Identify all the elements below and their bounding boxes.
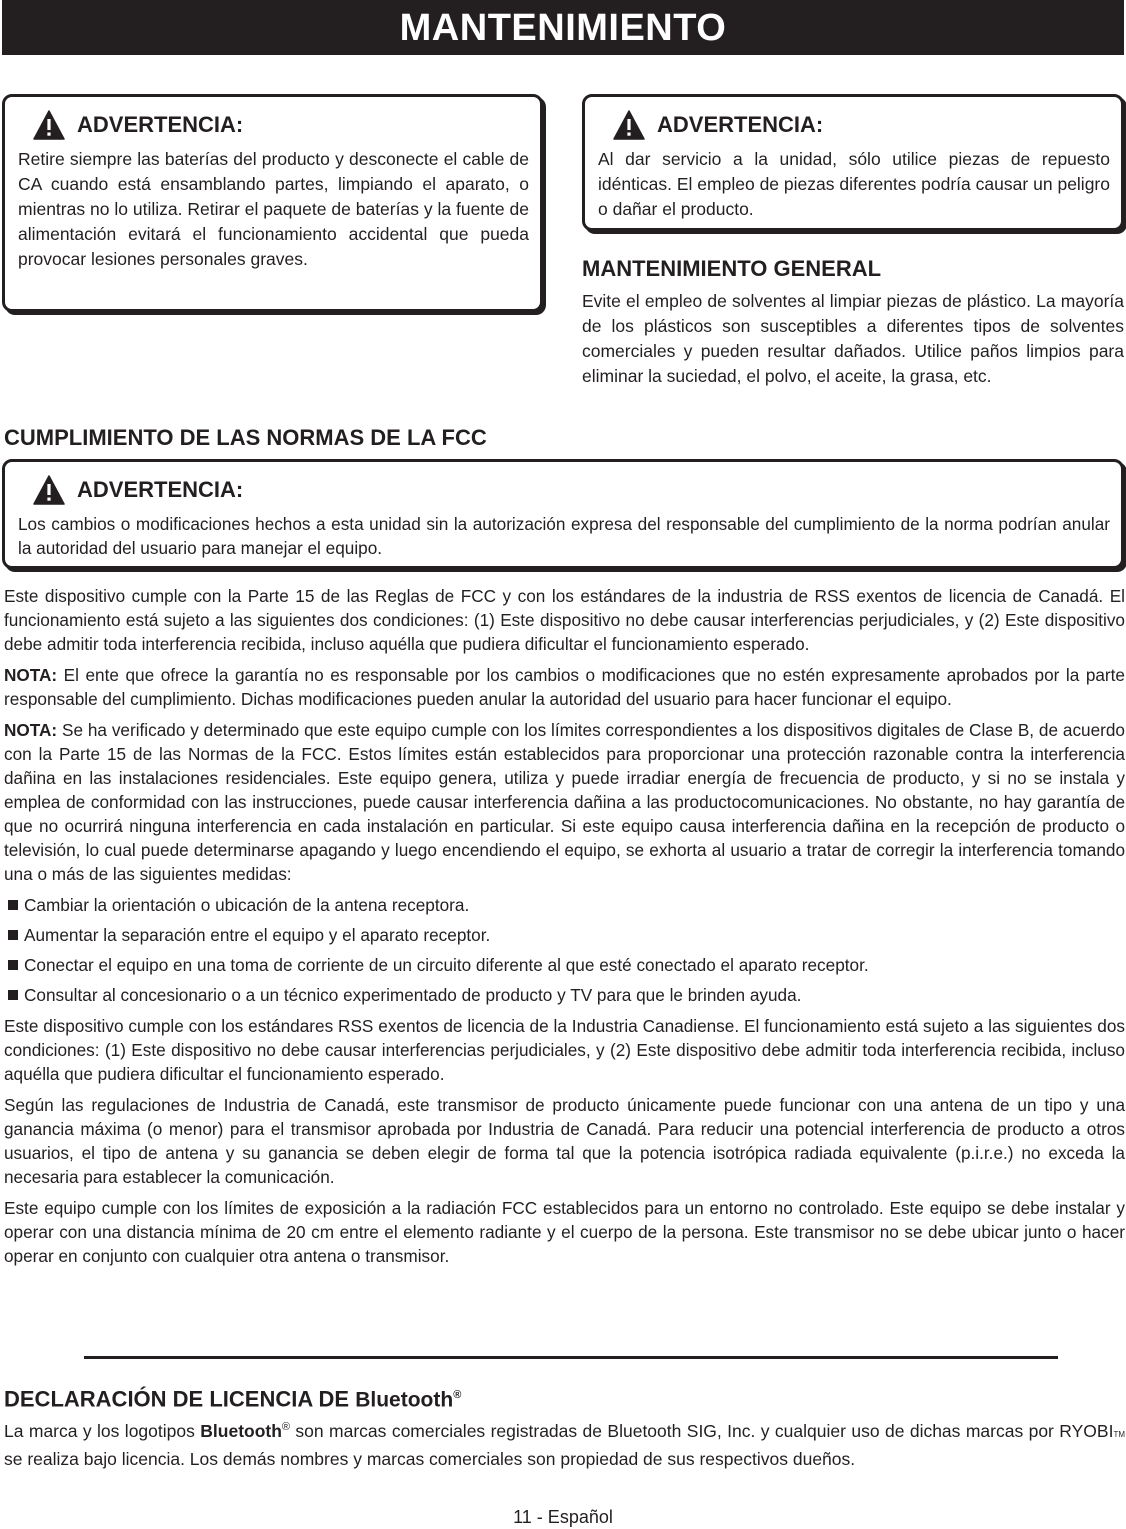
fcc-note: [4, 718, 1125, 886]
fcc-paragraph: Según las regulaciones de Industria de Canadá, este transmisor de producto únicamente puede funcionar con una antena de un tipo y una ganancia máxima (o menor) para el transmisor aprobada por Industria de Canadá. Para reducir una potencial interferencia de producto a otros usuarios, el tipo de antena y su ganancia se deben elegir de forma tal que la potencia isotrópica radiada equivalente (p.i.r.e.) no exceda la necesaria para establecer la comunicación.: [4, 1095, 1125, 1187]
page-title: MANTENIMIENTO: [399, 7, 727, 49]
square-bullet-icon: [8, 990, 18, 1000]
note-text: Se ha verificado y determinado que este equipo cumple con los límites correspondientes a los dispositivos digitales de Clase B, de acuerdo con la Parte 15 de las Normas de la FCC. Estos límites están establecidos para proporcionar una protección razonable contra la interferencia dañina en las instalaciones residenciales. Este equipo genera, utiliza y puede irradiar energía de frecuencia de producto, y si no se instala y emplea de conformidad con las instrucciones, puede causar interferencia dañina a las productocomunicaciones. No obstante, no hay garantía de que no ocurrirá ninguna interferencia en cada instalación en particular. Si este equipo causa interferencia dañina en la recepción de producto o televisión, lo cual puede determinarse apagando y luego encendiendo el equipo, se exhorta al usuario a tratar de corregir la interferencia tomando una o más de las siguientes medidas:: [4, 720, 1125, 884]
square-bullet-icon: [8, 960, 18, 970]
warning-text: Los cambios o modificaciones hechos a esta unidad sin la autorización expresa del responsable del cumplimiento de la norma podrían anular la autoridad del usuario para manejar el equipo.: [18, 514, 1110, 558]
list-item-text: Cambiar la orientación o ubicación de la antena receptora.: [24, 895, 470, 915]
section-divider: [84, 1356, 1058, 1359]
list-item-text: Conectar el equipo en una toma de corriente de un circuito diferente al que esté conectado el aparato receptor.: [24, 955, 869, 975]
fcc-body: [4, 584, 1125, 1275]
bluetooth-brand: Bluetooth: [355, 1388, 454, 1412]
registered-mark: ®: [453, 1389, 462, 1401]
text: se realiza bajo licencia. Los demás nombres y marcas comerciales son propiedad de sus respectivos dueños.: [4, 1448, 856, 1469]
square-bullet-icon: [8, 930, 18, 940]
list-item: [4, 953, 1125, 977]
interference-measures-list: [4, 893, 1125, 1007]
heading-text: DECLARACIÓN DE LICENCIA DE: [4, 1386, 356, 1412]
warning-triangle-icon: [33, 475, 65, 505]
list-item-text: Consultar al concesionario o a un técnico experimentado de producto y TV para que le brinden ayuda.: [24, 985, 802, 1005]
warning-box-battery: [2, 94, 543, 312]
bluetooth-brand: Bluetooth: [200, 1420, 282, 1441]
warning-title: ADVERTENCIA:: [77, 112, 244, 137]
warning-triangle-icon: [33, 110, 65, 140]
bluetooth-heading: [4, 1382, 461, 1413]
note-text: El ente que ofrece la garantía no es responsable por los cambios o modificaciones que no estén expresamente aprobados por la parte responsable del cumplimiento. Dichas modificaciones pueden anular la autoridad del usuario para hacer funcionar el equipo.: [4, 665, 1125, 709]
note-label: NOTA:: [4, 665, 58, 685]
general-maintenance-heading: MANTENIMIENTO GENERAL: [582, 256, 882, 281]
square-bullet-icon: [8, 900, 18, 910]
bluetooth-text: [4, 1415, 1125, 1472]
warning-box-parts: [582, 94, 1124, 231]
fcc-paragraph: Este equipo cumple con los límites de exposición a la radiación FCC establecidos para un entorno no controlado. Este equipo se debe instalar y operar con una distancia mínima de 20 cm entre el elemento radiante y el cuerpo de la persona. Este transmisor no se debe ubicar junto o hacer operar en conjunto con cualquier otra antena o transmisor.: [4, 1198, 1125, 1266]
trademark-mark: TM: [1113, 1429, 1125, 1439]
list-item: [4, 983, 1125, 1007]
list-item-text: Aumentar la separación entre el equipo y el aparato receptor.: [24, 925, 491, 945]
text: La marca y los logotipos: [4, 1420, 201, 1441]
general-maintenance-text: Evite el empleo de solventes al limpiar piezas de plástico. La mayoría de los plásticos son susceptibles a diferentes tipos de solventes comerciales y pueden resultar dañados. Utilice paños limpios para eliminar la suciedad, el polvo, el aceite, la grasa, etc.: [582, 291, 1124, 386]
list-item: [4, 893, 1125, 917]
warning-text: Al dar servicio a la unidad, sólo utilice piezas de repuesto idénticas. El empleo de piezas diferentes podría causar un peligro o dañar el producto.: [598, 149, 1110, 219]
fcc-paragraph: Este dispositivo cumple con los estándares RSS exentos de licencia de la Industria Canadiense. El funcionamiento está sujeto a las siguientes dos condiciones: (1) Este dispositivo no debe causar interferencias perjudiciales, y (2) Este dispositivo debe admitir toda interferencia recibida, incluso aquélla que pudiera dificultar el funcionamiento esperado.: [4, 1016, 1125, 1084]
warning-box-fcc: [2, 459, 1124, 569]
fcc-paragraph: Este dispositivo cumple con la Parte 15 de las Reglas de FCC y con los estándares de la industria de RSS exentos de licencia de Canadá. El funcionamiento está sujeto a las siguientes dos condiciones: (1) Este dispositivo no debe causar interferencias perjudiciales, y (2) Este dispositivo debe admitir toda interferencia recibida, incluso aquélla que pudiera dificultar el funcionamiento esperado.: [4, 586, 1125, 654]
warning-triangle-icon: [613, 110, 645, 140]
fcc-heading: CUMPLIMIENTO DE LAS NORMAS DE LA FCC: [4, 425, 487, 450]
page-number: 11 - Español: [513, 1507, 613, 1527]
list-item: [4, 923, 1125, 947]
warning-text: Retire siempre las baterías del producto y desconecte el cable de CA cuando está ensamblando partes, limpiando el aparato, o mientras no lo utiliza. Retirar el paquete de baterías y la fuente de alimentación evitará el funcionamiento accidental que pueda provocar lesiones personales graves.: [18, 149, 529, 269]
text: son marcas comerciales registradas de Bluetooth SIG, Inc. y cualquier uso de dichas marcas por RYOBI: [290, 1420, 1114, 1441]
warning-title: ADVERTENCIA:: [77, 477, 244, 502]
registered-mark: ®: [281, 1421, 291, 1433]
page-title-banner: [2, 0, 1124, 55]
note-label: NOTA:: [4, 720, 58, 740]
fcc-note: [4, 663, 1125, 711]
warning-title: ADVERTENCIA:: [657, 112, 824, 137]
